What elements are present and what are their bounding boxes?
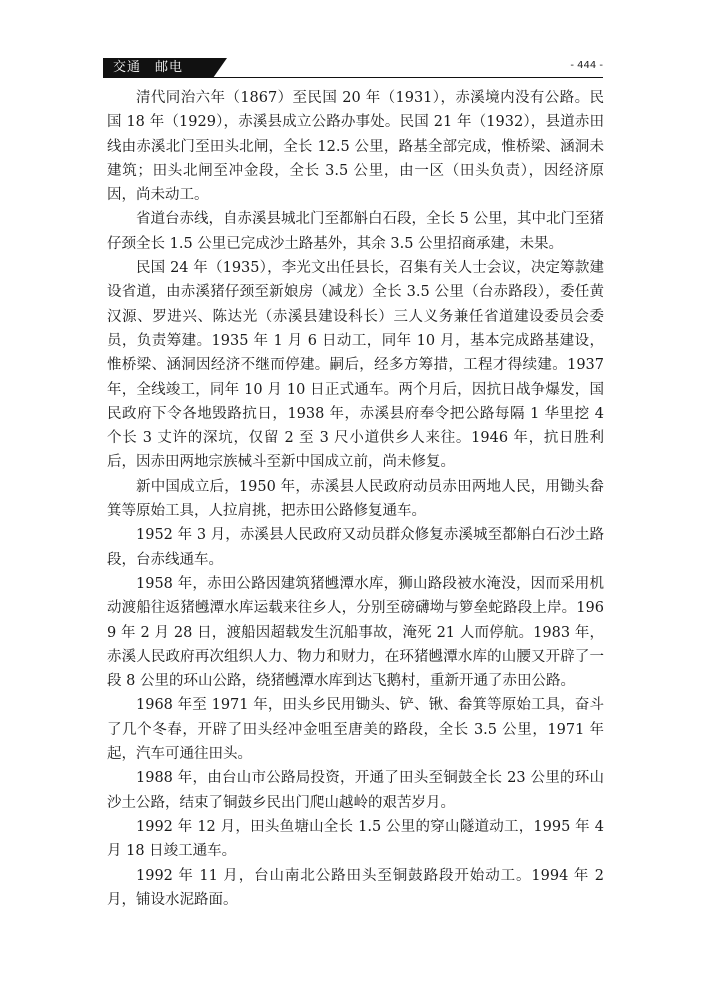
paragraph: 1968 年至 1971 年，田头乡民用锄头、铲、锹、畚箕等原始工具，奋斗了几个冬春，开辟了田头经冲金咀至唐美的路段，全长 3.5 公里，1971 年起，汽车可通往田头。 [107, 697, 604, 763]
paragraph: 清代同治六年（1867）至民国 20 年（1931），赤溪境内没有公路。民国 18 年（1929），赤溪县成立公路办事处。民国 21 年（1932），县道赤田线由赤溪北门至田头北闸，全长 12.5 公里，路基全部完成，惟桥梁、涵洞未建筑；田头北闸至冲金段，全长 3.5 公里，由一区（田头负责），因经济原因，尚未动工。 [107, 90, 604, 204]
paragraph: 1992 年 11 月，台山南北公路田头至铜鼓路段开始动工。1994 年 2 月，铺设水泥路面。 [107, 867, 604, 908]
header-rule [103, 77, 603, 78]
paragraph: 省道台赤线，自赤溪县城北门至都斛白石段，全长 5 公里，其中北门至猪仔颈全长 1.5 公里已完成沙土路基外，其余 3.5 公里招商承建，未果。 [107, 211, 604, 252]
running-header [103, 58, 603, 78]
paragraph: 1958 年，赤田公路因建筑猪乸潭水库，狮山路段被水淹没，因而采用机动渡船往返猪乸潭水库运载来往乡人，分别至磅礴坳与箩垒蛇路段上岸。1969 年 2 月 28 日，渡船因超载发生沉船事故，淹死 21 人而停航。1983 年，赤溪人民政府再次组织人力、物力和财力，在环猪乸潭水库的山腰又开辟了一段 8 公里的环山公路，绕猪乸潭水库到达飞鹅村，重新开通了赤田公路。 [107, 575, 604, 690]
paragraph: 1992 年 12 月，田头鱼塘山全长 1.5 公里的穿山隧道动工，1995 年 4 月 18 日竣工通车。 [107, 818, 604, 860]
paragraph: 1988 年，由台山市公路局投资，开通了田头至铜鼓全长 23 公里的环山沙土公路，结束了铜鼓乡民出门爬山越岭的艰苦岁月。 [107, 770, 604, 811]
section-label: 交通 邮电 [113, 60, 184, 75]
paragraph: 民国 24 年（1935），李光文出任县长，召集有关人士会议，决定筹款建设省道，由赤溪猪仔颈至新娘房（减龙）全长 3.5 公里（台赤路段），委任黄汉源、罗进兴、陈达光（赤溪县建设科长）三人义务兼任省道建设委员会委员，负责筹建。1935 年 1 月 6 日动工，同年 10 月，基本完成路基建设，惟桥梁、涵洞因经济不继而停建。嗣后，经多方筹措，工程才得续建。1937 年，全线竣工，同年 10 月 10 日正式通车。两个月后，因抗日战争爆发，国民政府下令各地毁路抗日，1938 年，赤溪县府奉令把公路每隔 1 华里挖 4 个长 3 丈许的深坑，仅留 2 至 3 尺小道供乡人来往。1946 年，抗日胜利后，因赤田两地宗族械斗至新中国成立前，尚未修复。 [107, 260, 604, 471]
paragraph: 新中国成立后，1950 年，赤溪县人民政府动员赤田两地人民，用锄头畚箕等原始工具，人拉肩挑，把赤田公路修复通车。 [107, 478, 604, 520]
paragraph: 1952 年 3 月，赤溪县人民政府又动员群众修复赤溪城至都斛白石沙土路段，台赤线通车。 [107, 527, 604, 568]
section-tab-slant [213, 58, 227, 78]
body-text [107, 86, 604, 912]
page-number: - 444 - [570, 60, 603, 71]
